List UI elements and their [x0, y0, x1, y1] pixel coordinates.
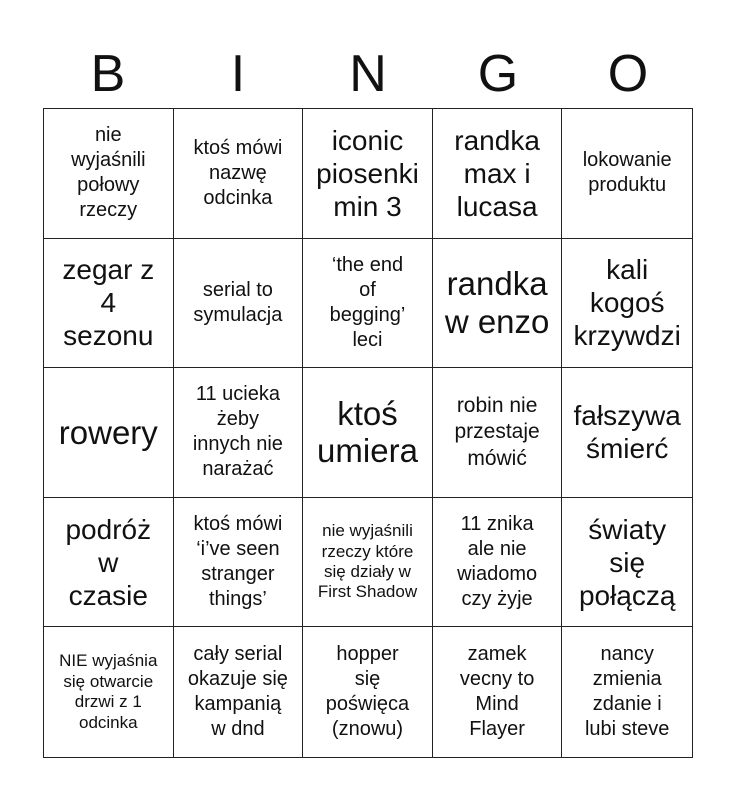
bingo-cell[interactable]: cały serial okazuje się kampanią w dnd: [174, 627, 304, 757]
title-letter-b: B: [90, 45, 126, 103]
bingo-cell[interactable]: nie wyjaśnili połowy rzeczy: [44, 109, 174, 239]
title-letter-i: I: [230, 45, 246, 103]
bingo-cell[interactable]: rowery: [44, 368, 174, 498]
bingo-cell[interactable]: lokowanie produktu: [562, 109, 692, 239]
bingo-cell[interactable]: NIE wyjaśnia się otwarcie drzwi z 1 odcinka: [44, 627, 174, 757]
title-letter-n: N: [349, 45, 387, 103]
bingo-cell[interactable]: ktoś mówi nazwę odcinka: [174, 109, 304, 239]
bingo-cell[interactable]: hopper się poświęca (znowu): [303, 627, 433, 757]
bingo-cell[interactable]: 11 ucieka żeby innych nie narażać: [174, 368, 304, 498]
bingo-cell[interactable]: ‘the end of begging’ leci: [303, 239, 433, 369]
bingo-cell[interactable]: nie wyjaśnili rzeczy które się działy w First Shadow: [303, 498, 433, 628]
bingo-cell[interactable]: serial to symulacja: [174, 239, 304, 369]
bingo-cell[interactable]: randka max i lucasa: [433, 109, 563, 239]
bingo-cell[interactable]: nancy zmienia zdanie i lubi steve: [584, 643, 670, 741]
bingo-cell[interactable]: zegar z 4 sezonu: [44, 239, 174, 369]
bingo-cell[interactable]: fałszywa śmierć: [562, 368, 692, 498]
bingo-cell[interactable]: randka w enzo: [433, 239, 563, 369]
bingo-cell[interactable]: iconic piosenki min 3: [303, 109, 433, 239]
bingo-cell[interactable]: ktoś mówi ‘i’ve seen stranger things’: [174, 498, 304, 628]
bingo-cell[interactable]: zamek vecny to Mind Flayer: [433, 627, 563, 757]
bingo-cell[interactable]: ktoś umiera: [303, 368, 433, 498]
title-letter-o: O: [607, 45, 649, 103]
title-letter-g: G: [477, 45, 519, 103]
bingo-board: [43, 108, 693, 758]
bingo-cell[interactable]: światy się połączą: [562, 498, 692, 628]
bingo-cell[interactable]: 11 znika ale nie wiadomo czy żyje: [433, 498, 563, 628]
bingo-cell[interactable]: robin nie przestaje mówić: [433, 368, 563, 498]
bingo-title: [43, 40, 693, 108]
bingo-cell[interactable]: podróż w czasie: [44, 498, 174, 628]
bingo-cell[interactable]: kali kogoś krzywdzi: [562, 239, 692, 369]
